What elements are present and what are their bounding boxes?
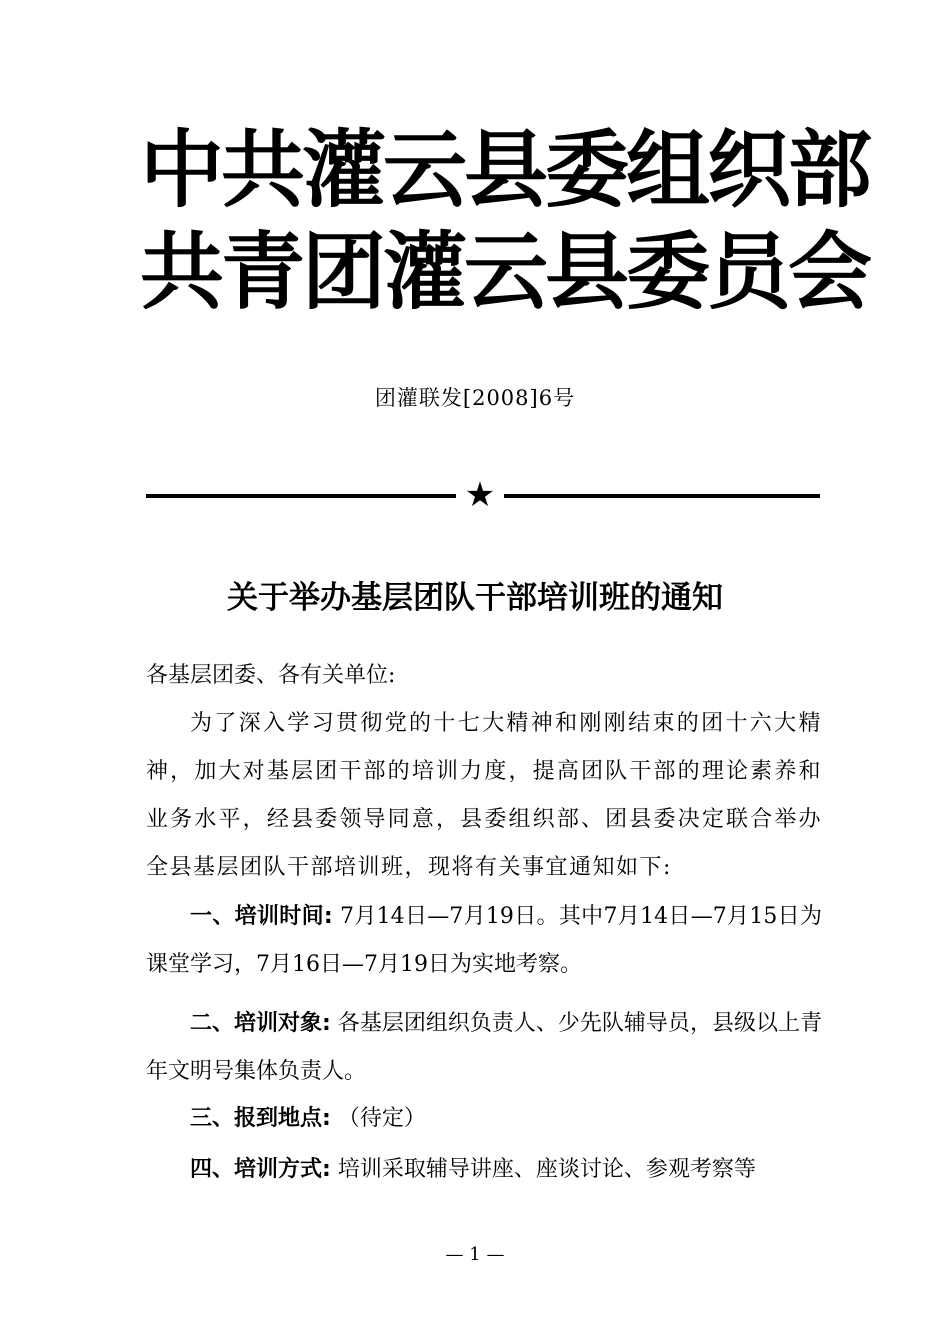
item-label: 三、报到地点:: [190, 1106, 331, 1131]
item-label: 二、培训对象:: [190, 1011, 331, 1036]
item-training-time: [146, 893, 822, 989]
red-header-separator: [146, 475, 820, 515]
item-label: 一、培训时间:: [190, 904, 333, 929]
item-training-method: [146, 1146, 822, 1194]
intro-paragraph: 为了深入学习贯彻党的十七大精神和刚刚结束的团十六大精神，加大对基层团干部的培训力度，提高团队干部的理论素养和业务水平，经县委领导同意，县委组织部、团县委决定联合举办全县基层团队干部培训班，现将有关事宜通知如下:: [146, 711, 822, 880]
separator-rule-right: [504, 494, 820, 498]
salutation: 各基层团委、各有关单位:: [146, 663, 396, 688]
item-training-target: [146, 1000, 822, 1096]
item-text: 各基层团组织负责人、少先队辅导员，县级以上青年文明号集体负责人。: [146, 1011, 822, 1084]
notice-title: 关于举办基层团队干部培训班的通知: [227, 580, 723, 616]
item-text: 培训采取辅导讲座、座谈讨论、参观考察等: [337, 1157, 756, 1182]
issuing-org-line-2: 共青团灌云县委员会: [140, 223, 870, 321]
page-number: — 1 —: [445, 1244, 505, 1265]
item-label: 四、培训方式:: [190, 1157, 331, 1182]
item-text: 7月14日—7月19日。其中7月14日—7月15日为课堂学习，7月16日—7月19日为实地考察。: [146, 904, 822, 977]
separator-rule-left: [146, 494, 456, 498]
item-report-location: [146, 1095, 822, 1143]
star-icon: ★: [464, 475, 496, 515]
item-text: （待定）: [337, 1106, 426, 1131]
document-number: 团灌联发[2008]6号: [374, 386, 576, 410]
issuing-org-line-1: 中共灌云县委组织部: [140, 121, 870, 219]
